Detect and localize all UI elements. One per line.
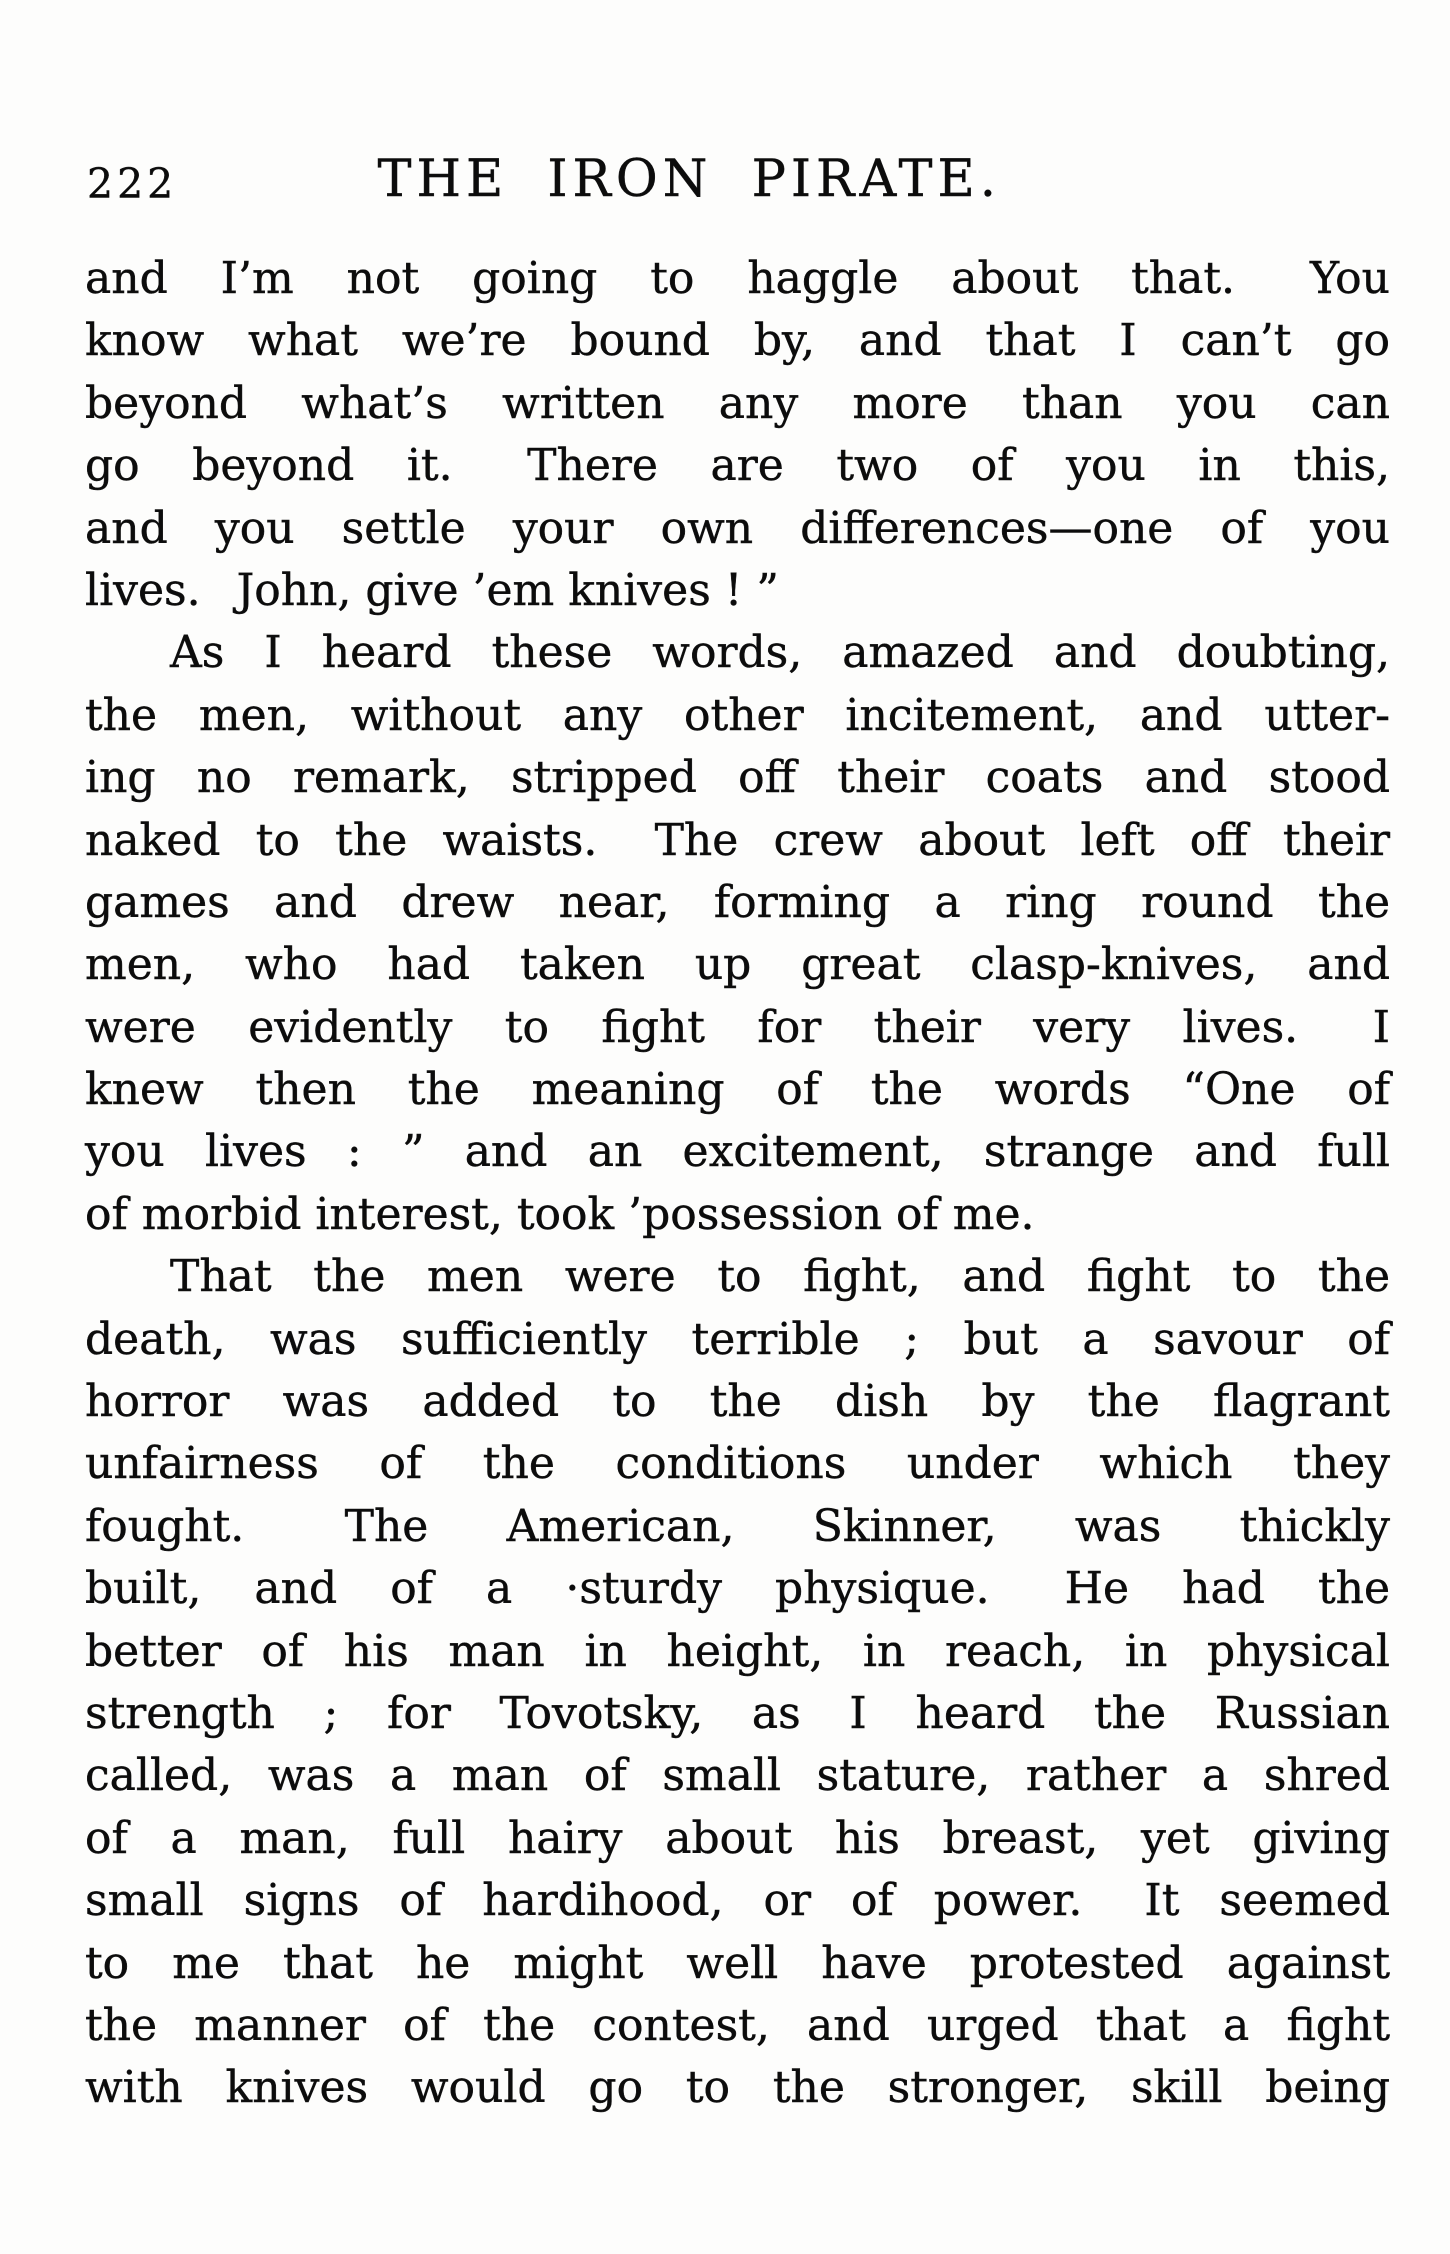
- body-text: [85, 248, 1390, 2120]
- text-line-paragraph-start: As I heard these words, amazed and doubting,: [170, 627, 1390, 679]
- text-line: strength ; for Tovotsky, as I heard the Russian: [85, 1687, 1390, 1739]
- text-line: called, was a man of small stature, rather a shred: [85, 1750, 1390, 1802]
- text-line: fought. The American, Skinner, was thickly: [85, 1500, 1390, 1552]
- text-line: with knives would go to the stronger, skill being: [85, 2062, 1390, 2114]
- text-line: better of his man in height, in reach, in physical: [85, 1625, 1390, 1677]
- text-line: built, and of a ·sturdy physique. He had the: [85, 1563, 1390, 1615]
- text-line: of a man, full hairy about his breast, yet giving: [85, 1812, 1390, 1864]
- text-line: to me that he might well have protested against: [85, 1937, 1390, 1989]
- text-line: know what we’re bound by, and that I can’t go: [85, 315, 1390, 367]
- text-line: go beyond it. There are two of you in this,: [85, 440, 1390, 492]
- text-line: lives. John, give ’em knives ! ”: [85, 564, 779, 616]
- text-line: beyond what’s written any more than you can: [85, 377, 1390, 429]
- running-header: [85, 148, 1390, 212]
- text-line: of morbid interest, took ’possession of me.: [85, 1188, 1035, 1240]
- running-title: THE IRON PIRATE.: [377, 150, 1001, 209]
- text-line-paragraph-start: That the men were to fight, and fight to the: [170, 1251, 1390, 1303]
- text-line: unfairness of the conditions under which they: [85, 1438, 1390, 1490]
- text-line: small signs of hardihood, or of power. It seemed: [85, 1875, 1390, 1927]
- text-line: men, who had taken up great clasp-knives, and: [85, 939, 1390, 991]
- text-line: were evidently to fight for their very lives. I: [85, 1001, 1390, 1053]
- text-line: ing no remark, stripped off their coats and stood: [85, 752, 1390, 804]
- text-line: death, was sufficiently terrible ; but a savour of: [85, 1313, 1390, 1365]
- text-line: you lives : ” and an excitement, strange and full: [85, 1126, 1390, 1178]
- text-line: games and drew near, forming a ring round the: [85, 876, 1390, 928]
- text-line: naked to the waists. The crew about left off their: [85, 814, 1390, 866]
- text-line: and I’m not going to haggle about that. You: [85, 253, 1390, 304]
- page-number: 222: [87, 160, 178, 208]
- text-line: the men, without any other incitement, and utter-: [85, 689, 1390, 741]
- text-line: knew then the meaning of the words “One of: [85, 1064, 1390, 1116]
- text-line: the manner of the contest, and urged that a fight: [85, 1999, 1390, 2051]
- text-line: horror was added to the dish by the flagrant: [85, 1376, 1390, 1428]
- text-line: and you settle your own differences—one of you: [85, 502, 1390, 554]
